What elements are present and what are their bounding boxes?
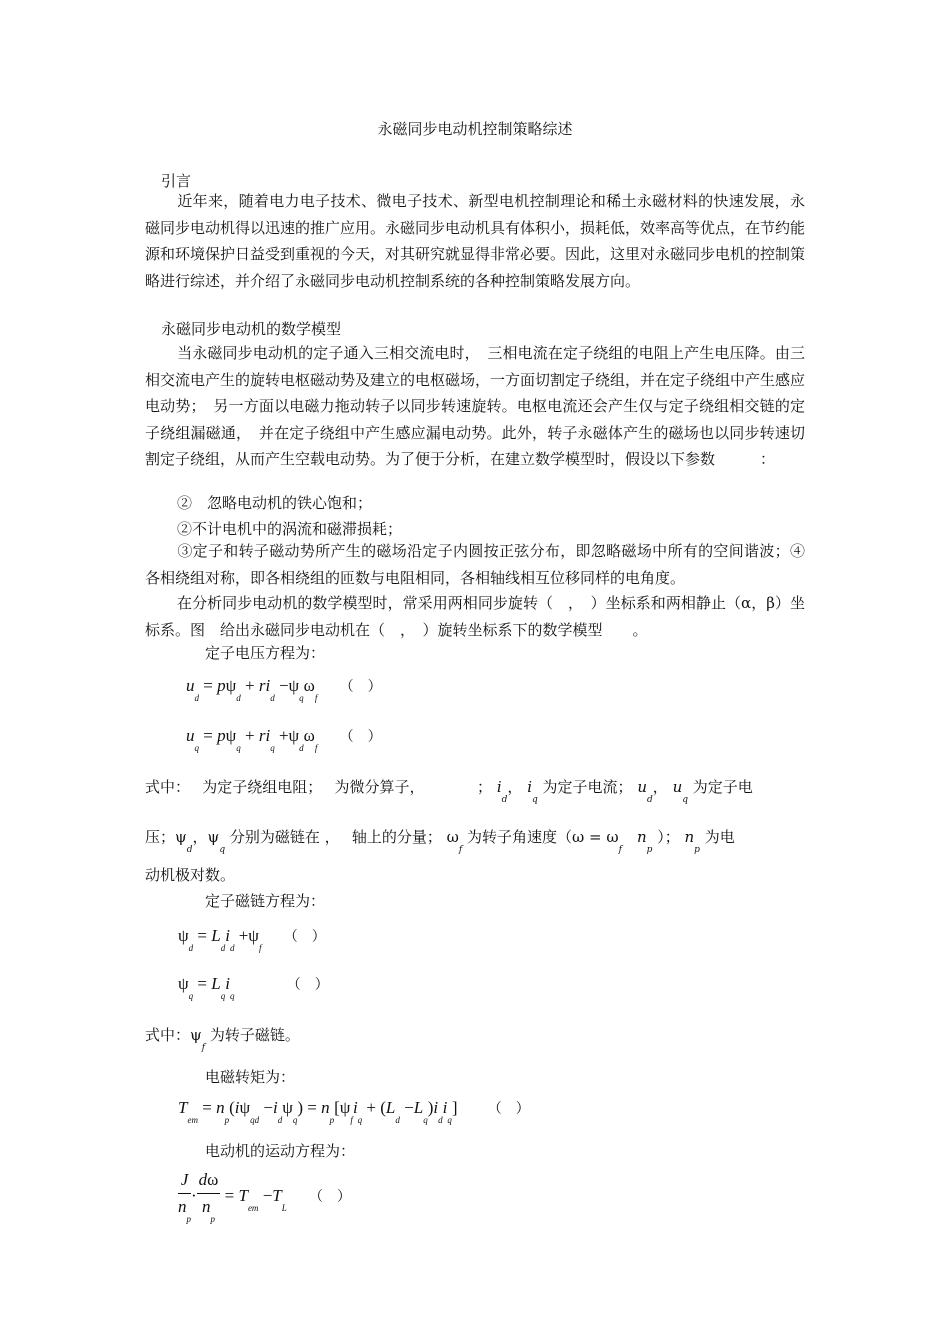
where-line-1: 式中： 为定子绕组电阻； 为微分算子， ； $i_d$， $i_q$ 为定子电流； $u_d$， $u_q$ 为定子电 (145, 778, 753, 805)
torque-equation: $T_{em} = n_p(i\psi_{qd} -i_d\psi_q) = n_p[\psi_fi_q + (L_d -L_q)i_di_q]$ （ ） (178, 1098, 530, 1125)
equation-number: （ ） (309, 1189, 352, 1205)
where-text: 式中： (145, 1026, 191, 1044)
voltage-equation-d: $u_d = p\psi_d + ri_d -\psi_q\omega_f$ （ ） (186, 676, 382, 703)
fraction-domega-over-np: $\frac{d\omega}{n_p}$ (198, 1170, 219, 1224)
flux-heading: 定子磁链方程为： (205, 892, 326, 910)
where-text: ）； (657, 828, 680, 846)
model-paragraph (145, 340, 805, 473)
where-text: 压； (145, 828, 176, 846)
voltage-equation-q: $u_q = p\psi_q + ri_q +\psi_d\omega_f$ （ ） (186, 726, 382, 753)
fraction-j-over-np: $\frac{J}{n_p}$ (178, 1170, 191, 1224)
motion-heading: 电动机的运动方程为： (205, 1142, 356, 1160)
assumption-3-text: ③定子和转子磁动势所产生的磁场沿定子内圆按正弦分布，即忽略磁场中所有的空间谐波；④各相绕组对称，即各相绕组的匝数与电阻相同，各相轴线相互位移同样的电角度。 (145, 542, 805, 587)
flux-equation-d: $\psi_d = L_di_d +\psi_f$ （ ） (178, 926, 326, 953)
intro-text: 近年来，随着电力电子技术、微电子技术、新型电机控制理论和稀土永磁材料的快速发展，永磁同步电动机得以迅速的推广应用。永磁同步电动机具有体积小，损耗低，效率高等优点，在节约能源和环境保护日益受到重视的今天，对其研究就显得非常必要。因此，这里对永磁同步电机的控制策略进行综述，并介绍了永磁同步电动机控制系统的各种控制策略发展方向。 (145, 192, 806, 290)
where-text: 式中： 为定子绕组电阻； 为微分算子， ； (145, 778, 493, 796)
document-title: 永磁同步电动机控制策略综述 (377, 120, 573, 138)
where-line-3: 动机极对数。 (145, 866, 236, 884)
equation-number: （ ） (286, 978, 329, 993)
equation-number: （ ） (487, 1102, 530, 1117)
where-text: 为电 (704, 828, 735, 846)
model-text: 当永磁同步电动机的定子通入三相交流电时， 三相电流在定子绕组的电阻上产生电压降。由三相交流电产生的旋转电枢磁动势及建立的电枢磁场，一方面切割定子绕组，并在定子绕组中产生感应电动势； 另一方面以电磁力拖动转子以同步转速旋转。电枢电流还会产生仅与定子绕组相交链的定子绕组漏磁通， 并在定子绕组中产生感应漏电动势。此外，转子永磁体产生的磁场也以同步转速切割定子绕组，从而产生空载电动势。为了便于分析，在建立数学模型时，假设以下参数 ： (145, 344, 806, 468)
where-text: 分别为磁链在 ， 轴上的分量； (229, 828, 442, 846)
motion-equation: $\frac{J}{n_p}$ · $\frac{d\omega}{n_p}$ = $T_{em} -T_L$ （ ） (178, 1170, 352, 1224)
assumption-2: ②不计电机中的涡流和磁滞损耗； (177, 520, 403, 538)
where-text: 为定子电 (692, 778, 753, 796)
assumption-3 (145, 538, 805, 591)
coordinate-paragraph (145, 590, 805, 643)
voltage-heading: 定子电压方程为： (205, 644, 326, 662)
torque-heading: 电磁转矩为： (205, 1068, 296, 1086)
intro-paragraph (145, 188, 805, 294)
model-heading: 永磁同步电动机的数学模型 (161, 320, 342, 338)
flux-equation-q: $\psi_q = L_qi_q$ （ ） (178, 974, 329, 1001)
equation-number: （ ） (339, 730, 382, 745)
where-text: 为转子磁链。 (209, 1026, 300, 1044)
where-line-4: 式中：$\psi_f$ 为转子磁链。 (145, 1026, 300, 1053)
equation-number: （ ） (283, 930, 326, 945)
assumption-1: ② 忽略电动机的铁心饱和； (177, 494, 373, 512)
intro-heading: 引言 (161, 172, 192, 190)
where-text: 为定子电流； (542, 778, 633, 796)
where-line-2: 压；$\psi_d$，$\psi_q$ 分别为磁链在 ， 轴上的分量； $\omega_f$ 为转子角速度（$\omega = \omega_f$ $n_p$ ）； $n_p$ 为电 (145, 828, 735, 855)
coordinate-text: 在分析同步电动机的数学模型时，常采用两相同步旋转（ ， ）坐标系和两相静止（α，β）坐标系。图 给出永磁同步电动机在（ ， ）旋转坐标系下的数学模型 。 (145, 594, 805, 639)
equation-number: （ ） (339, 680, 382, 695)
where-text: 为转子角速度（ (467, 828, 573, 846)
